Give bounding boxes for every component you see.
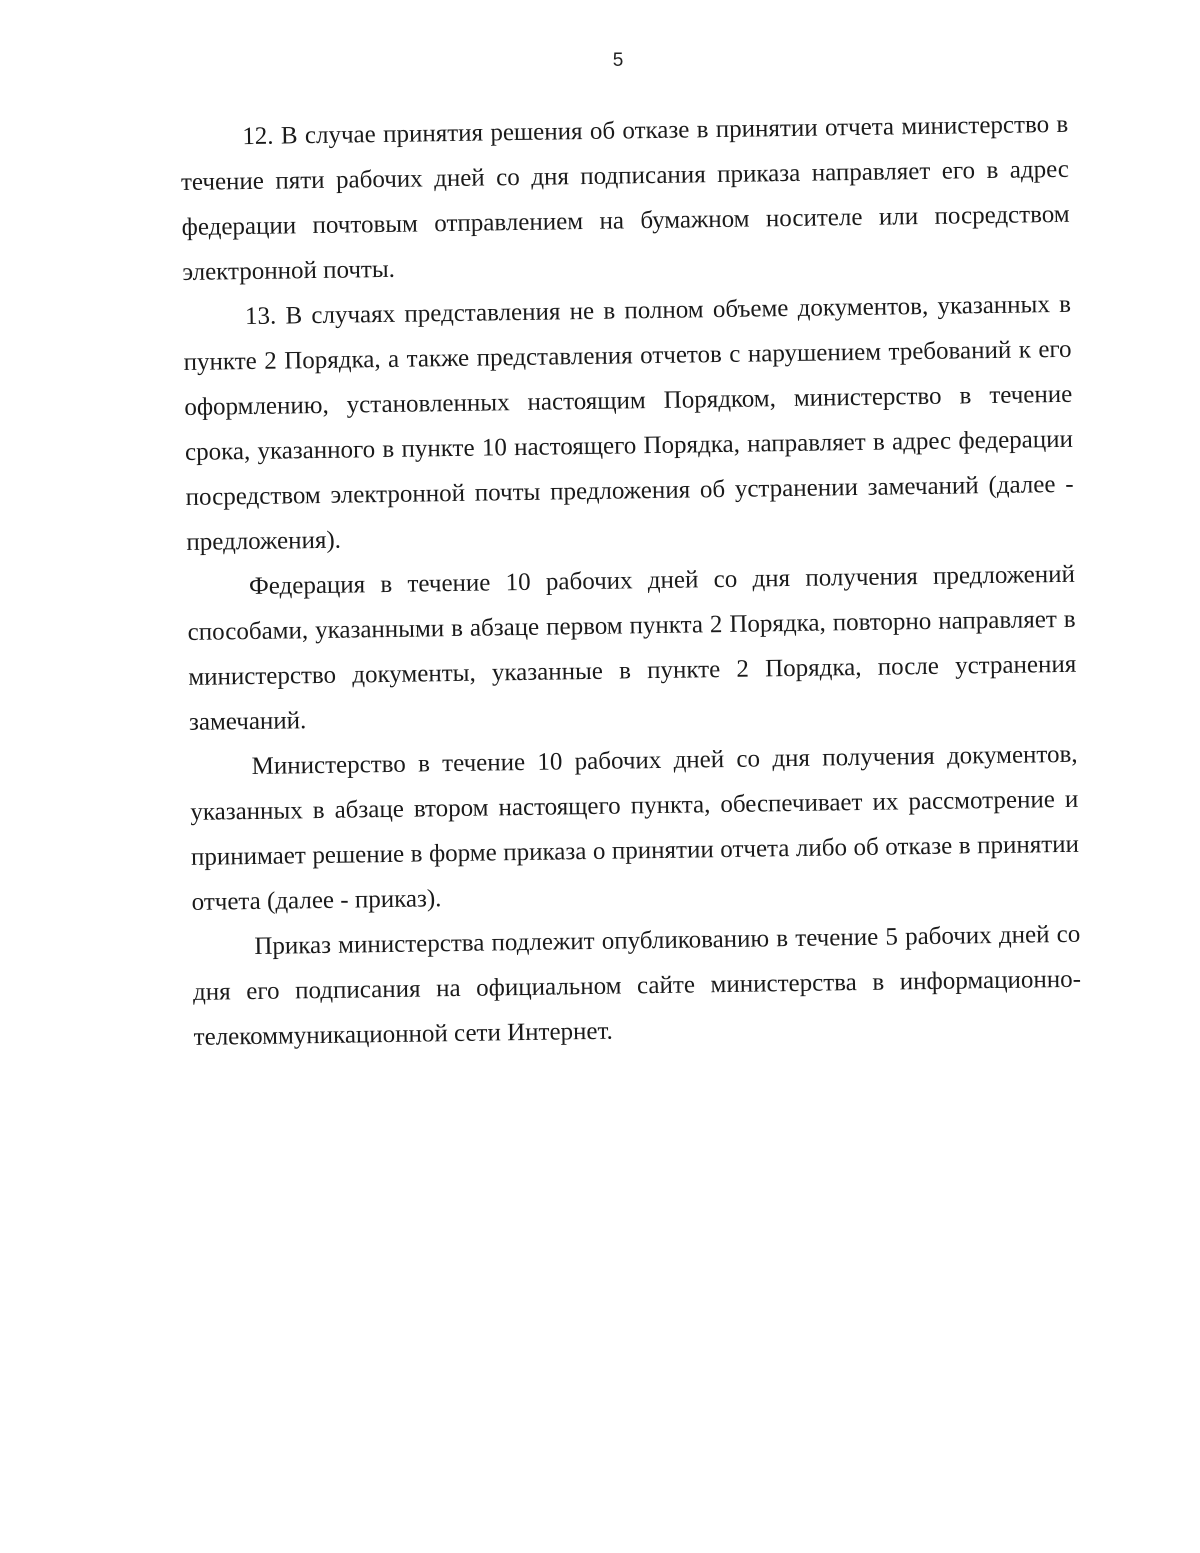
document-body [180, 102, 1082, 1060]
paragraph-federation-resubmission: Федерация в течение 10 рабочих дней со дня получения предложений способами, указанными в абзаце первом пункта 2 Порядка, повторно направляет в министерство документы, указанные в пункте 2 Порядка, после устранения замечаний. [187, 560, 1077, 736]
page-number: 5 [612, 50, 624, 71]
paragraph-13: 13. В случаях представления не в полном объеме документов, указанных в пункте 2 Порядка, а также представления отчетов с нарушением требований к его оформлению, установленных настоящим Порядком, министерство в течение срока, указанного в пункте 10 настоящего Порядка, направляет в адрес федерации посредством электронной почты предложения об устранении замечаний (далее - предложения). [183, 290, 1074, 556]
paragraph-order-publication: Приказ министерства подлежит опубликованию в течение 5 рабочих дней со дня его подписания на официальном сайте министерства в информационно-телекоммуникационной сети Интернет. [192, 920, 1082, 1051]
paragraph-ministry-review: Министерство в течение 10 рабочих дней со дня получения документов, указанных в абзаце втором настоящего пункта, обеспечивает их рассмотрение и принимает решение в форме приказа о принятии отчета либо об отказе в принятии отчета (далее - приказ). [190, 740, 1080, 916]
paragraph-12: 12. В случае принятия решения об отказе в принятии отчета министерство в течение пяти рабочих дней со дня подписания приказа направляет его в адрес федерации почтовым отправлением на бумажном носителе или посредством электронной почты. [180, 110, 1070, 286]
